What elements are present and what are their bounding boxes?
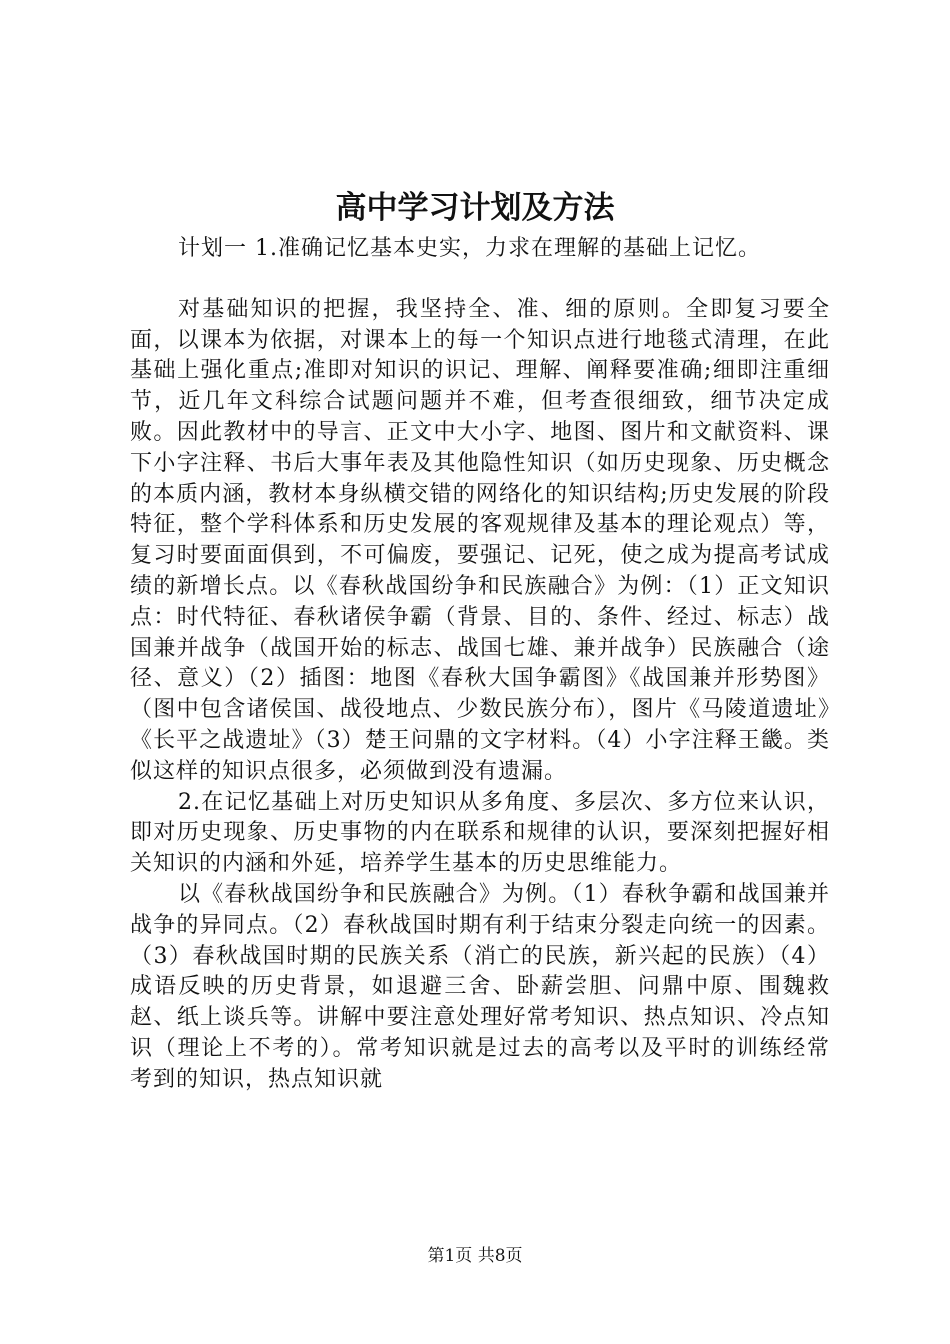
page-number-footer: 第1页 共8页 bbox=[427, 1246, 523, 1266]
body-paragraph: 对基础知识的把握，我坚持全、准、细的原则。全即复习要全面，以课本为依据，对课本上的每一个知识点进行地毯式清理，在此基础上强化重点;准即对知识的识记、理解、阐释要准确;细即注重细节，近几年文科综合试题问题并不难，但考查很细致，细节决定成败。因此教材中的导言、正文中大小字、地图、图片和文献资料、课下小字注释、书后大事年表及其他隐性知识（如历史现象、历史概念的本质内涵，教材本身纵横交错的网络化的知识结构;历史发展的阶段特征，整个学科体系和历史发展的客观规律及基本的理论观点）等，复习时要面面俱到，不可偏废，要强记、记死，使之成为提高考试成绩的新增长点。以《春秋战国纷争和民族融合》为例：（1）正文知识点：时代特征、春秋诸侯争霸（背景、目的、条件、经过、标志）战国兼并战争（战国开始的标志、战国七雄、兼并战争）民族融合（途径、意义）（2）插图：地图《春秋大国争霸图》《战国兼并形势图》（图中包含诸侯国、战役地点、少数民族分布），图片《马陵道遗址》《长平之战遗址》（3）楚王问鼎的文字材料。（4）小字注释王畿。类似这样的知识点很多，必须做到没有遗漏。 bbox=[130, 296, 830, 784]
body-paragraph: 以《春秋战国纷争和民族融合》为例。（1）春秋争霸和战国兼并战争的异同点。（2）春秋战国时期有利于结束分裂走向统一的因素。（3）春秋战国时期的民族关系（消亡的民族，新兴起的民族）（4）成语反映的历史背景，如退避三舍、卧薪尝胆、问鼎中原、围魏救赵、纸上谈兵等。讲解中要注意处理好常考知识、热点知识、冷点知识（理论上不考的）。常考知识就是过去的高考以及平时的训练经常考到的知识，热点知识就 bbox=[130, 881, 830, 1092]
document-body bbox=[130, 234, 830, 1096]
page-title: 高中学习计划及方法 bbox=[335, 190, 615, 226]
body-paragraph: 2.在记忆基础上对历史知识从多角度、多层次、多方位来认识，即对历史现象、历史事物的内在联系和规律的认识，要深刻把握好相关知识的内涵和外延，培养学生基本的历史思维能力。 bbox=[130, 789, 830, 877]
intro-paragraph: 计划一 1.准确记忆基本史实，力求在理解的基础上记忆。 bbox=[178, 236, 761, 261]
